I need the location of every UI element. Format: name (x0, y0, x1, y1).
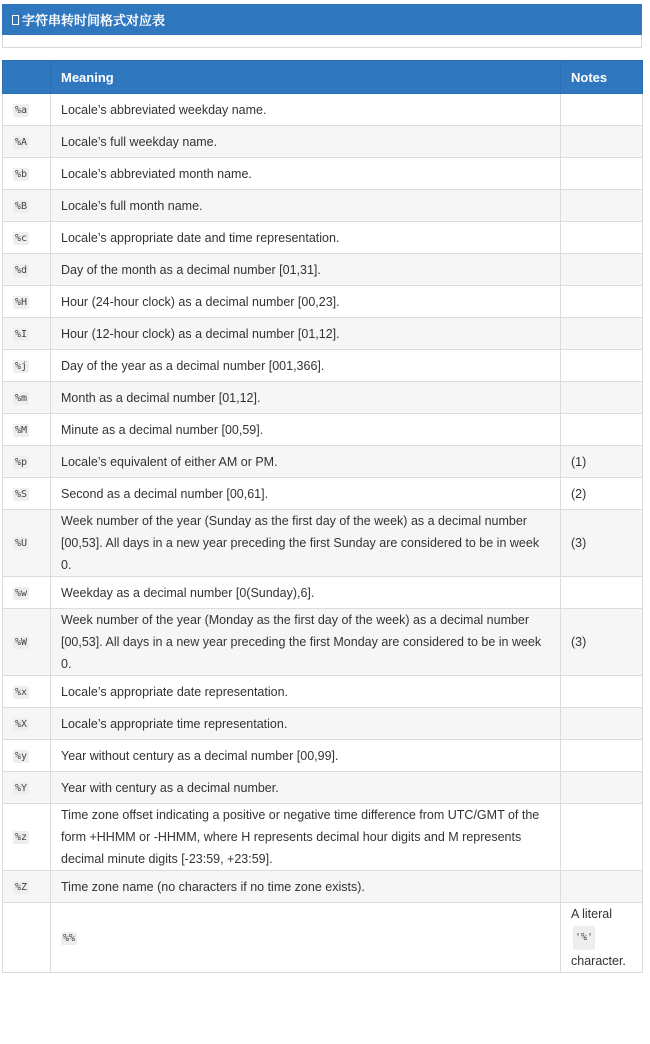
directive-code: %b (15, 168, 28, 180)
table-header-row (3, 61, 643, 94)
meaning-cell: Hour (24-hour clock) as a decimal number [00,23]. (51, 286, 561, 318)
meaning-cell: Locale’s appropriate date and time representation. (51, 222, 561, 254)
directive-code: %y (15, 750, 28, 762)
meaning-cell: Locale’s full weekday name. (51, 126, 561, 158)
meaning-cell: Locale’s equivalent of either AM or PM. (51, 446, 561, 478)
meaning-cell: Week number of the year (Monday as the first day of the week) as a decimal number [00,53]. All days in a new year preceding the first Monday are considered to be in week 0. (51, 609, 561, 676)
meaning-cell (51, 903, 561, 973)
section-title: 字符串转时间格式对应表 (22, 13, 166, 28)
note-cell (561, 318, 643, 350)
directive-code: %Z (15, 881, 28, 893)
note-cell (561, 804, 643, 871)
note-cell: (2) (561, 478, 643, 510)
meaning-cell: Locale’s abbreviated weekday name. (51, 94, 561, 126)
meaning-cell: Second as a decimal number [00,61]. (51, 478, 561, 510)
note-suffix: character. (571, 954, 626, 968)
note-cell (561, 871, 643, 903)
table-row (3, 414, 643, 446)
table-row (3, 609, 643, 676)
directive-cell (3, 286, 51, 318)
column-header-notes: Notes (561, 61, 643, 94)
directive-cell (3, 158, 51, 190)
table-row (3, 286, 643, 318)
directive-code: %S (15, 488, 28, 500)
note-cell: (3) (561, 609, 643, 676)
note-cell (561, 286, 643, 318)
note-cell: (1) (561, 446, 643, 478)
directive-code: %c (15, 232, 28, 244)
directive-code: %A (15, 136, 28, 148)
note-cell (561, 740, 643, 772)
meaning-cell: Month as a decimal number [01,12]. (51, 382, 561, 414)
table-row (3, 871, 643, 903)
table-row (3, 804, 643, 871)
meaning-cell: Locale’s appropriate time representation. (51, 708, 561, 740)
directive-code: %p (15, 456, 28, 468)
table-row (3, 577, 643, 609)
directive-cell (3, 478, 51, 510)
table-row (3, 740, 643, 772)
directive-code: %I (15, 328, 28, 340)
note-cell (561, 158, 643, 190)
meaning-cell: Year with century as a decimal number. (51, 772, 561, 804)
note-cell (561, 708, 643, 740)
note-cell (561, 903, 643, 973)
format-table (2, 60, 643, 973)
directive-code: %% (63, 932, 76, 944)
directive-code: %z (15, 832, 28, 843)
directive-cell (3, 772, 51, 804)
directive-cell (3, 350, 51, 382)
note-cell (561, 254, 643, 286)
directive-cell (3, 740, 51, 772)
table-row (3, 676, 643, 708)
column-header-directive (3, 61, 51, 94)
meaning-cell: Locale’s abbreviated month name. (51, 158, 561, 190)
note-cell (561, 577, 643, 609)
directive-cell (3, 609, 51, 676)
table-row (3, 478, 643, 510)
note-cell: (3) (561, 510, 643, 577)
note-cell (561, 94, 643, 126)
note-code: '%' (573, 926, 595, 950)
directive-cell (3, 190, 51, 222)
directive-cell (3, 94, 51, 126)
directive-cell (3, 577, 51, 609)
directive-cell (3, 871, 51, 903)
directive-cell (3, 254, 51, 286)
directive-cell (3, 318, 51, 350)
directive-code: %x (15, 686, 28, 698)
table-row (3, 350, 643, 382)
directive-cell (3, 510, 51, 577)
meaning-cell: Day of the month as a decimal number [01,31]. (51, 254, 561, 286)
directive-code: %j (15, 360, 28, 372)
column-header-meaning: Meaning (51, 61, 561, 94)
directive-cell (3, 126, 51, 158)
directive-cell (3, 222, 51, 254)
directive-code: %X (15, 718, 28, 730)
directive-cell (3, 382, 51, 414)
meaning-cell: Locale’s appropriate date representation. (51, 676, 561, 708)
table-row (3, 772, 643, 804)
meaning-cell: Time zone name (no characters if no time zone exists). (51, 871, 561, 903)
empty-cell (3, 903, 51, 973)
table-row (3, 446, 643, 478)
table-row (3, 126, 643, 158)
table-row (3, 222, 643, 254)
directive-code: %a (15, 104, 28, 116)
table-row (3, 382, 643, 414)
box-icon (12, 15, 19, 25)
section-header-body (2, 35, 642, 48)
note-cell (561, 222, 643, 254)
table-row (3, 903, 643, 973)
directive-cell (3, 676, 51, 708)
note-cell (561, 772, 643, 804)
table-row (3, 254, 643, 286)
meaning-cell: Weekday as a decimal number [0(Sunday),6]. (51, 577, 561, 609)
table-row (3, 158, 643, 190)
note-cell (561, 382, 643, 414)
note-cell (561, 126, 643, 158)
meaning-cell: Week number of the year (Sunday as the first day of the week) as a decimal number [00,53]. All days in a new year preceding the first Sunday are considered to be in week 0. (51, 510, 561, 577)
directive-code: %H (15, 296, 28, 308)
table-row (3, 318, 643, 350)
directive-code: %m (15, 392, 28, 404)
meaning-cell: Year without century as a decimal number [00,99]. (51, 740, 561, 772)
directive-code: %B (15, 200, 28, 212)
table-row (3, 510, 643, 577)
table-row (3, 190, 643, 222)
table-row (3, 94, 643, 126)
directive-cell (3, 708, 51, 740)
note-prefix: A literal (571, 907, 612, 921)
meaning-cell: Day of the year as a decimal number [001,366]. (51, 350, 561, 382)
meaning-cell: Hour (12-hour clock) as a decimal number [01,12]. (51, 318, 561, 350)
section-header (2, 4, 642, 35)
table-row (3, 708, 643, 740)
directive-code: %w (15, 587, 28, 599)
note-cell (561, 350, 643, 382)
directive-cell (3, 446, 51, 478)
directive-code: %W (15, 637, 28, 648)
note-cell (561, 190, 643, 222)
meaning-cell: Time zone offset indicating a positive or negative time difference from UTC/GMT of the form +HHMM or -HHMM, where H represents decimal hour digits and M represents decimal minute digits [-23:59, +23:59]. (51, 804, 561, 871)
directive-code: %d (15, 264, 28, 276)
directive-code: %M (15, 424, 28, 436)
directive-code: %Y (15, 782, 28, 794)
note-cell (561, 414, 643, 446)
note-cell (561, 676, 643, 708)
directive-code: %U (15, 538, 28, 549)
meaning-cell: Locale’s full month name. (51, 190, 561, 222)
directive-cell (3, 804, 51, 871)
directive-cell (3, 414, 51, 446)
meaning-cell: Minute as a decimal number [00,59]. (51, 414, 561, 446)
